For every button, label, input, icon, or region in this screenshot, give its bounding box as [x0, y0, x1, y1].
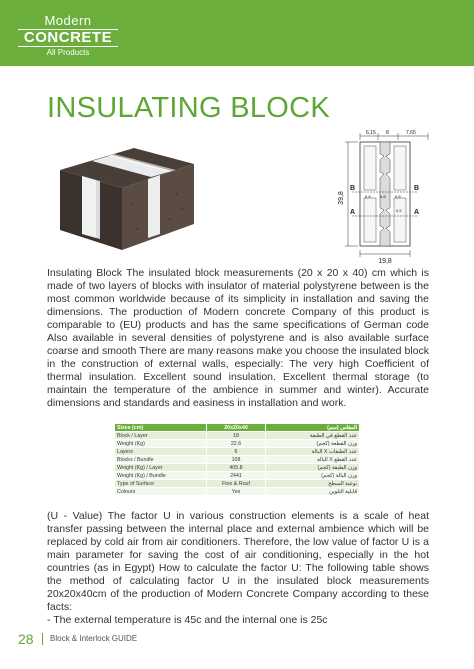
- table-header-cell: 20x20x40: [206, 424, 266, 432]
- table-cell: وزن البالة (كجم): [266, 472, 360, 480]
- table-cell: وزن القطعة (كجم): [266, 440, 360, 448]
- page-number: 28: [18, 631, 34, 647]
- table-cell: عدد القطع X البالة: [266, 456, 360, 464]
- table-cell: 18: [206, 432, 266, 440]
- table-cell: Block / Layer: [115, 432, 207, 440]
- table-cell: Colours: [115, 488, 207, 496]
- footer-divider: [42, 633, 43, 645]
- table-cell: نوعية السطح: [266, 480, 360, 488]
- dim-height: 39,8: [338, 191, 345, 205]
- table-cell: 405.8: [206, 464, 266, 472]
- section-b-right: B: [414, 185, 420, 192]
- table-cell: Layers: [115, 448, 207, 456]
- dim-inner-low: 0,5: [396, 208, 402, 213]
- table-cell: Fine & Rouf: [206, 480, 266, 488]
- table-cell: Blocks / Bundle: [115, 456, 207, 464]
- table-header-cell: المقاس (سم): [266, 424, 360, 432]
- table-row: [115, 472, 360, 480]
- company-logo: [18, 14, 118, 58]
- insulating-block-photo: [52, 134, 200, 252]
- dim-top-right: 7,65: [406, 130, 416, 136]
- logo-line-concrete: CONCRETE: [18, 29, 118, 47]
- dim-inner-mid: 6,8: [380, 194, 386, 199]
- header-bar: [0, 0, 474, 66]
- block-technical-drawing: [330, 128, 436, 266]
- logo-line-subtitle: All Products: [46, 48, 90, 57]
- table-row: [115, 456, 360, 464]
- dim-inner-right: 6,8: [395, 194, 401, 199]
- section-a-right: A: [414, 209, 420, 216]
- table-row: [115, 464, 360, 472]
- specifications-table: [114, 423, 360, 496]
- table-cell: Weight (Kg) / Bundle: [115, 472, 207, 480]
- page-title: INSULATING BLOCK: [47, 92, 331, 124]
- table-cell: 22.6: [206, 440, 266, 448]
- table-cell: 2441: [206, 472, 266, 480]
- table-cell: 108: [206, 456, 266, 464]
- dim-inner-left: 6,8: [365, 194, 371, 199]
- dim-width: 19,8: [378, 258, 392, 265]
- description-paragraph: Insulating Block The insulated block measurements (20 x 20 x 40) cm which is made of two layers of blocks with insulator of material polystyrene between is the most common worldwide because of its simplicity in installation and saving the dimensions. The production of Modern concrete Company of this product is comparable to (EU) products and has the same specifications of German code Also available in several densities of polystyrene and is also available surface coarse and smooth There are many reasons make you choose the insulated block in the construction of external walls, especially: The very high Coefficient of thermal insulation. Excellent sound insulation. Excellent thermal storage (to maintain the temperature of the ambience in summer and winter). Accurate dimensions and standards and easiness in installation and work.: [47, 267, 429, 409]
- table-header-cell: Sizes (cm): [115, 424, 207, 432]
- footer-guide-title: Block & Interlock GUIDE: [50, 634, 138, 643]
- logo-line-modern: Modern: [44, 13, 92, 28]
- table-row: [115, 432, 360, 440]
- dim-top-mid: 8: [386, 130, 389, 136]
- u-value-paragraph: (U - Value) The factor U in various construction elements is a scale of heat transfer passing between the internal place and external ambience which will be replaced by cold air from air conditioners. Therefore, the low value of factor U is a main parameter for saving the cost of air conditioning, especially in the hot countries (as in Egypt) How to calculate the factor U: The following table shows the method of calculating factor U in the insulated block measurements 20x20x40cm of the production of Modern Concrete Company according to these facts: - The external temperature is 45c and the internal one is 25c: [47, 510, 429, 626]
- table-cell: Weight (Kg): [115, 440, 207, 448]
- table-row: [115, 488, 360, 496]
- section-a-left: A: [350, 209, 356, 216]
- table-header-row: [115, 424, 360, 432]
- table-cell: عدد القطع في الطبقة: [266, 432, 360, 440]
- table-cell: 6: [206, 448, 266, 456]
- table-row: [115, 480, 360, 488]
- section-b-left: B: [350, 185, 356, 192]
- table-cell: Weight (Kg) / Layer: [115, 464, 207, 472]
- table-row: [115, 440, 360, 448]
- table-row: [115, 448, 360, 456]
- dim-top-left: 6,15: [366, 130, 376, 136]
- table-cell: عدد الطبقات X البالة: [266, 448, 360, 456]
- table-cell: Yes: [206, 488, 266, 496]
- table-cell: قابلية التلوين: [266, 488, 360, 496]
- table-cell: Type of Surface: [115, 480, 207, 488]
- table-cell: وزن الطبقة (كجم): [266, 464, 360, 472]
